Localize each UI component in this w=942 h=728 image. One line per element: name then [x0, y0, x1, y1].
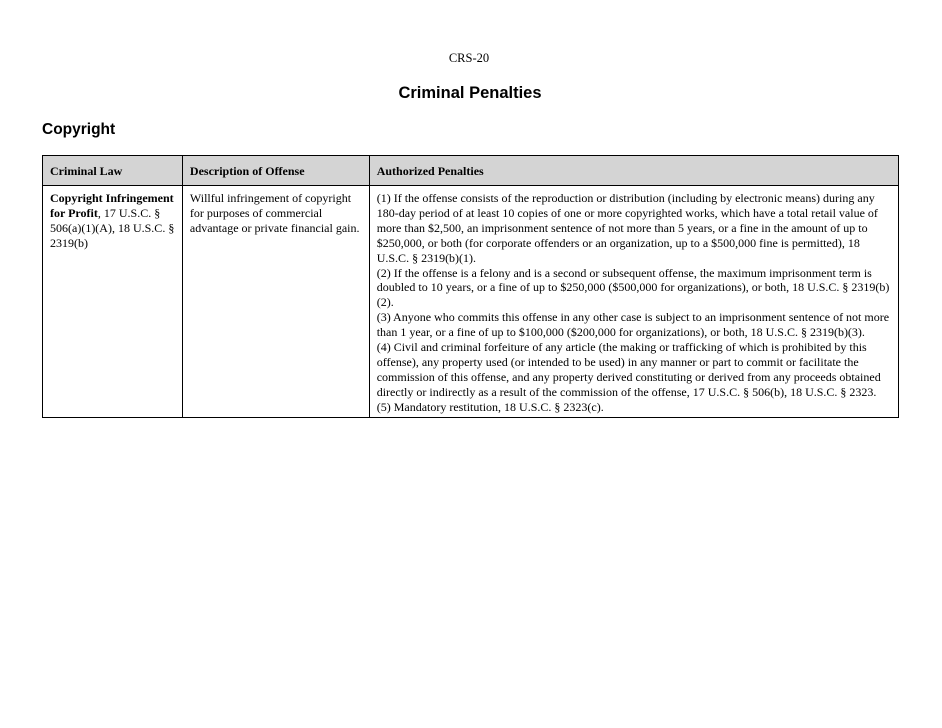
penalties-cell [369, 186, 898, 418]
penalties-table [42, 155, 899, 418]
page-number: CRS-20 [448, 51, 490, 65]
table-row [43, 186, 899, 418]
table-header-row [43, 156, 899, 186]
penalty-item: (1) If the offense consists of the reproduction or distribution (including by electronic means) during any 180-day period of at least 10 copies of one or more copyrighted works, which have a total retail value of more than $2,500, an imprisonment sentence of not more than 5 years, or a fine in the amount of up to $250,000, or both (for corporate offenders or an organization, up to a $500,000 fine is permitted), 18 U.S.C. § 2319(b)(1). [376, 191, 878, 265]
penalty-item: (2) If the offense is a felony and is a second or subsequent offense, the maximum imprisonment term is doubled to 10 years, or a fine of up to $250,000 ($500,000 for organizations), or both, 18 U.S.C. § 2319(b)(2). [376, 265, 890, 310]
law-name: Copyright Infringement for Profit [50, 191, 174, 220]
criminal-law-cell [43, 186, 183, 418]
column-header-description: Description of Offense [182, 156, 369, 186]
page-title: Criminal Penalties [398, 84, 542, 102]
description-cell: Willful infringement of copyright for purposes of commercial advantage or private financial gain. [182, 186, 369, 418]
penalty-item: (5) Mandatory restitution, 18 U.S.C. § 2323(c). [376, 399, 604, 414]
section-title: Copyright [42, 121, 116, 138]
column-header-criminal-law: Criminal Law [43, 156, 183, 186]
penalty-item: (4) Civil and criminal forfeiture of any article (the making or trafficking of which is prohibited by this offense), any property used (or intended to be used) in any manner or part to commit or facilitate the commission of this offense, and any property derived constituting or derived from any proceeds obtained directly or indirectly as a result of the commission of the offense, 17 U.S.C. § 506(b), 18 U.S.C. § 2323. [376, 340, 881, 399]
law-citation: , 17 U.S.C. § 506(a)(1)(A), 18 U.S.C. § 2319(b) [50, 205, 175, 250]
column-header-penalties: Authorized Penalties [369, 156, 898, 186]
penalty-item: (3) Anyone who commits this offense in any other case is subject to an imprisonment sentence of not more than 1 year, or a fine of up to $100,000 ($200,000 for organizations), or both, 18 U.S.C. § 2319(b)(3). [376, 310, 890, 340]
